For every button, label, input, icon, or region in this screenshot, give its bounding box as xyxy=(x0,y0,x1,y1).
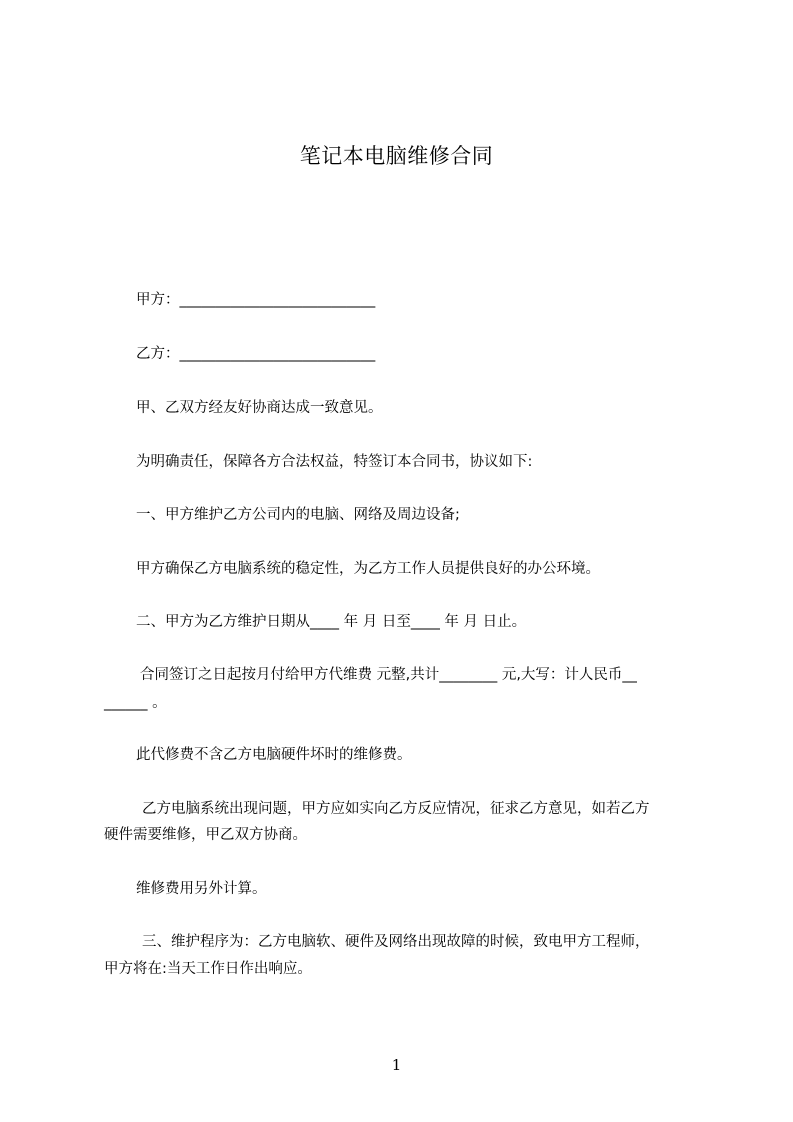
fee-paragraph-line-1: 合同签订之日起按月付给甲方代维费 元整,共计________ 元,大写：计人民币__ xyxy=(140,667,637,683)
party-b-line: 乙方：___________________________ xyxy=(136,346,376,362)
clause-1-detail: 甲方确保乙方电脑系统的稳定性，为乙方工作人员提供良好的办公环境。 xyxy=(136,561,600,577)
document-title: 笔记本电脑维修合同 xyxy=(299,144,494,168)
clause-3-line-1: 三、维护程序为：乙方电脑软、硬件及网络出现故障的时候，致电甲方工程师， xyxy=(142,934,650,950)
fee-paragraph-line-2: ______ 。 xyxy=(104,695,167,711)
problem-paragraph-line-1: 乙方电脑系统出现问题，甲方应如实向乙方反应情况，征求乙方意见，如若乙方 xyxy=(142,801,650,817)
clause-1: 一、甲方维护乙方公司内的电脑、网络及周边设备; xyxy=(136,507,460,523)
page-number: 1 xyxy=(391,1056,402,1074)
clause-2: 二、甲方为乙方维护日期从____ 年 月 日至____ 年 月 日止。 xyxy=(136,614,527,630)
repair-fee-note: 维修费用另外计算。 xyxy=(136,881,267,897)
agreement-intro: 甲、乙双方经友好协商达成一致意见。 xyxy=(136,400,383,416)
clause-3-line-2: 甲方将在:当天工作日作出响应。 xyxy=(104,961,312,977)
purpose-statement: 为明确责任，保障各方合法权益，特签订本合同书，协议如下: xyxy=(136,454,533,470)
fee-exclusion: 此代修费不含乙方电脑硬件坏时的维修费。 xyxy=(136,747,412,763)
problem-paragraph-line-2: 硬件需要维修，甲乙双方协商。 xyxy=(104,827,307,843)
party-a-line: 甲方：___________________________ xyxy=(136,292,376,308)
